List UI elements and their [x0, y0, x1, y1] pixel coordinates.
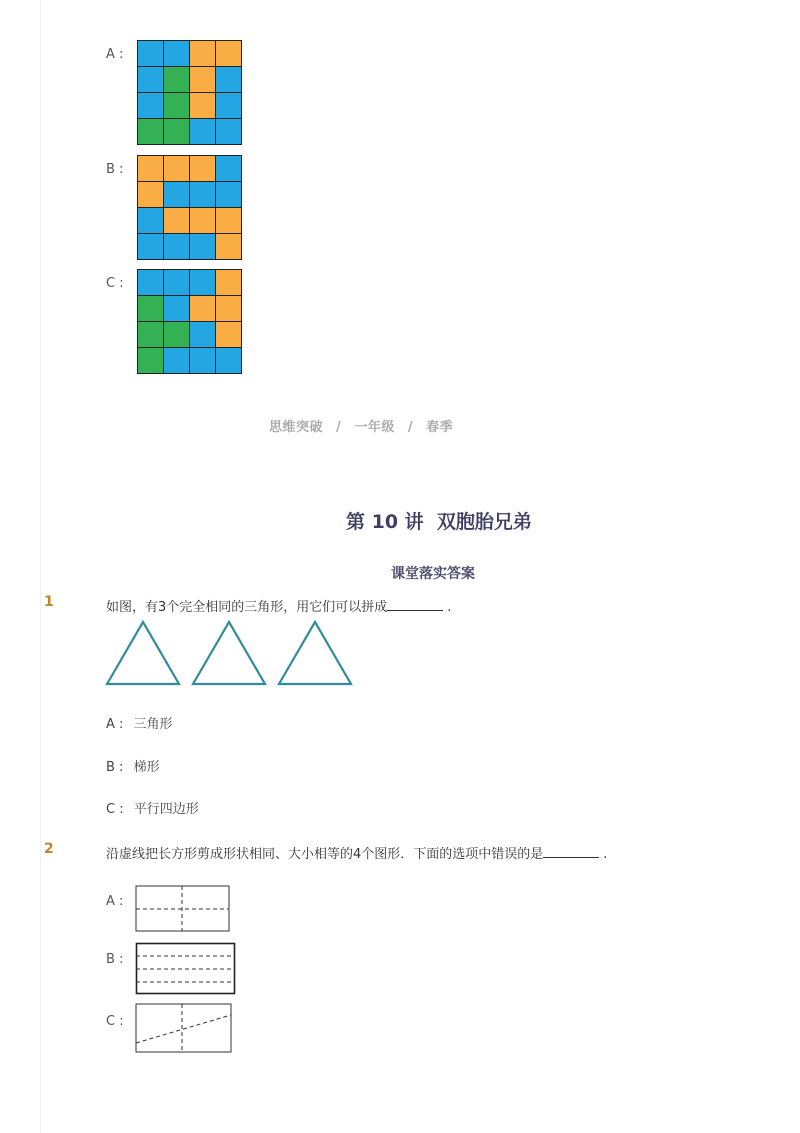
- page-footer: [269, 416, 453, 435]
- grid-cell: [216, 208, 241, 233]
- grid-cell: [190, 208, 215, 233]
- triangles-figure: [100, 615, 360, 691]
- question-number: 1: [44, 594, 54, 610]
- grid-cell: [138, 270, 163, 295]
- grid-cell: [164, 322, 189, 347]
- grid-cell: [138, 348, 163, 373]
- grid-cell: [164, 182, 189, 207]
- grid-cell: [164, 67, 189, 92]
- grid-cell: [216, 270, 241, 295]
- choice-letter: C :: [106, 802, 124, 817]
- grid-cell: [164, 296, 189, 321]
- grid-cell: [216, 156, 241, 181]
- question-1-text: 如图，有3个完全相同的三角形，用它们可以拼成: [106, 600, 388, 615]
- grid-cell: [164, 41, 189, 66]
- choice-text: 三角形: [133, 717, 173, 732]
- grid-cell: [190, 234, 215, 259]
- prev-option-c-label: C :: [106, 276, 124, 291]
- question-text: [106, 596, 451, 615]
- grid-cell: [190, 270, 215, 295]
- choice-text: 梯形: [133, 760, 160, 775]
- grid-cell: [216, 119, 241, 144]
- grid-cell: [138, 234, 163, 259]
- grid-cell: [216, 41, 241, 66]
- grid-cell: [190, 296, 215, 321]
- grid-cell: [190, 182, 215, 207]
- grid-cell: [138, 93, 163, 118]
- question-end: .: [447, 600, 452, 615]
- question-text: [106, 843, 607, 862]
- answer-blank: [387, 598, 443, 611]
- grid-cell: [138, 322, 163, 347]
- grid-cell: [138, 182, 163, 207]
- triangle-shape: [107, 622, 179, 684]
- grid-cell: [138, 41, 163, 66]
- triangle-shape: [279, 622, 351, 684]
- triangle-shape: [193, 622, 265, 684]
- grid-cell: [190, 119, 215, 144]
- grid-cell: [190, 67, 215, 92]
- grid-cell: [164, 234, 189, 259]
- grid-cell: [138, 119, 163, 144]
- lesson-title: 第 10 讲 双胞胎兄弟: [346, 511, 532, 533]
- grid-cell: [190, 41, 215, 66]
- prev-option-b-label: B :: [106, 162, 124, 177]
- q2-option-c-label: C :: [106, 1014, 124, 1029]
- q2-option-a-label: A :: [106, 894, 124, 909]
- prev-option-a-label: A :: [106, 47, 124, 62]
- grid-cell: [216, 234, 241, 259]
- q2-option-b-label: B :: [106, 952, 124, 967]
- prev-option-c-grid: [137, 269, 242, 374]
- grid-cell: [190, 156, 215, 181]
- q2-option-b-figure: [135, 942, 237, 996]
- grid-cell: [216, 67, 241, 92]
- grid-cell: [164, 348, 189, 373]
- q2-option-a-figure: [135, 885, 231, 933]
- question-2-text: 沿虚线把长方形剪成形状相同、大小相等的4个图形．下面的选项中错误的是: [106, 847, 544, 862]
- footer-separator: /: [407, 420, 414, 435]
- grid-cell: [164, 119, 189, 144]
- prev-option-a-grid: [137, 40, 242, 145]
- footer-term: 春季: [426, 420, 454, 435]
- grid-cell: [164, 93, 189, 118]
- dashed-cut-line: [136, 1015, 231, 1043]
- grid-cell: [164, 270, 189, 295]
- grid-cell: [216, 348, 241, 373]
- question-number: 2: [44, 841, 54, 857]
- question-end: .: [603, 847, 608, 862]
- grid-cell: [190, 348, 215, 373]
- choice-a[interactable]: [106, 713, 173, 732]
- rectangle-shape: [136, 1004, 231, 1052]
- choice-letter: B :: [106, 760, 124, 775]
- grid-cell: [138, 208, 163, 233]
- section-title: 课堂落实答案: [391, 566, 475, 582]
- choice-letter: A :: [106, 717, 124, 732]
- grid-cell: [190, 322, 215, 347]
- footer-grade: 一年级: [354, 420, 395, 435]
- grid-cell: [216, 182, 241, 207]
- grid-cell: [216, 93, 241, 118]
- page-margin-line: [40, 0, 41, 1133]
- footer-series: 思维突破: [269, 420, 324, 435]
- q2-option-c-figure: [135, 1003, 233, 1055]
- grid-cell: [216, 322, 241, 347]
- answer-blank: [543, 845, 599, 858]
- choice-b[interactable]: [106, 756, 160, 775]
- footer-separator: /: [336, 420, 342, 435]
- grid-cell: [164, 156, 189, 181]
- grid-cell: [138, 67, 163, 92]
- choice-c[interactable]: [106, 798, 199, 817]
- grid-cell: [138, 296, 163, 321]
- choice-text: 平行四边形: [133, 802, 199, 817]
- grid-cell: [138, 156, 163, 181]
- grid-cell: [216, 296, 241, 321]
- grid-cell: [164, 208, 189, 233]
- prev-option-b-grid: [137, 155, 242, 260]
- grid-cell: [190, 93, 215, 118]
